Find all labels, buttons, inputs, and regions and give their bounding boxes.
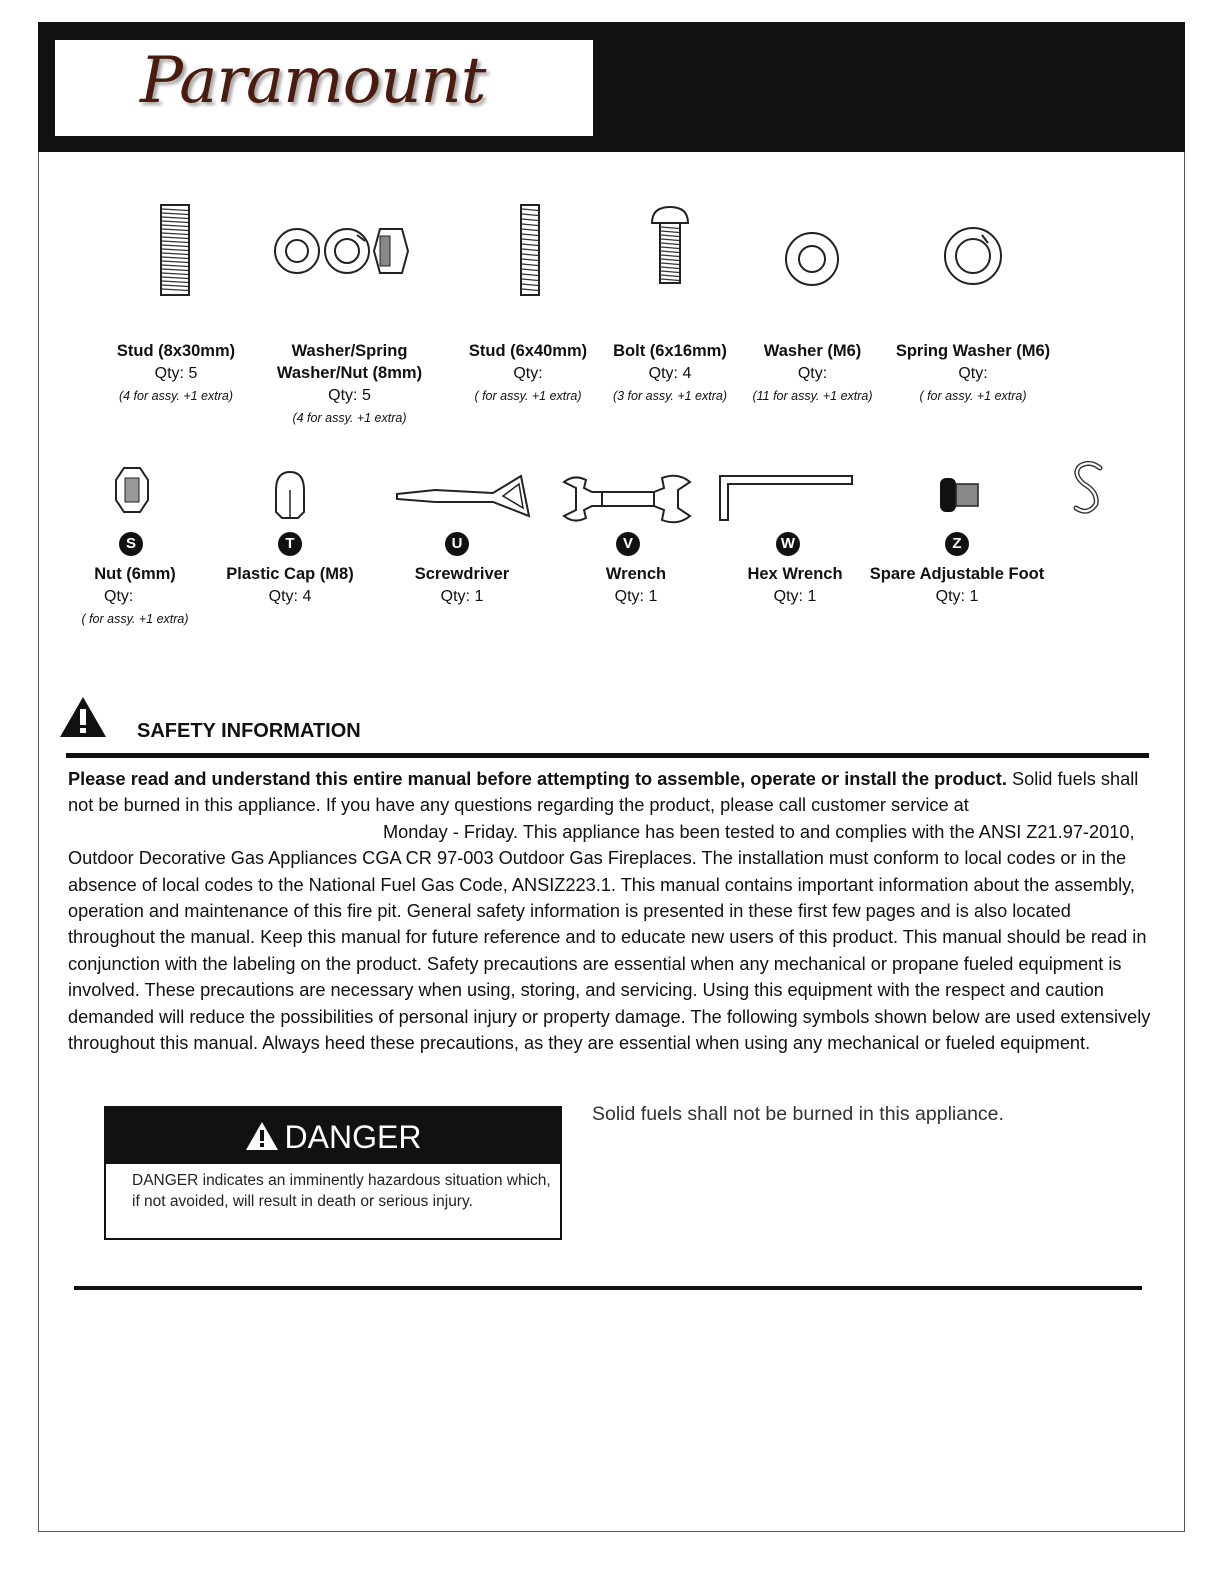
hex-wrench-icon <box>716 472 856 524</box>
part-washer-m6 <box>740 340 885 406</box>
solid-fuel-note: Solid fuels shall not be burned in this appliance. <box>592 1103 1004 1125</box>
part-wrench <box>566 563 706 609</box>
part-spare-adjustable-foot <box>862 563 1052 609</box>
part-letter-badge: T <box>278 532 302 556</box>
part-note: (11 for assy. +1 extra) <box>752 389 873 403</box>
part-name: Stud (6x40mm) <box>468 342 588 360</box>
safety-lead: Please read and understand this entire manual before attempting to assemble, operate or install the product. <box>68 769 1007 789</box>
part-spring-washer-m6 <box>888 340 1058 406</box>
part-hex-wrench <box>720 563 870 609</box>
part-qty: Qty: <box>513 365 543 382</box>
danger-header <box>106 1108 560 1164</box>
part-qty: Qty: <box>958 365 988 382</box>
warning-triangle-icon <box>58 695 108 739</box>
part-qty: Qty: 1 <box>935 588 979 605</box>
spring-washer-icon <box>942 225 1004 287</box>
part-qty: Qty: <box>797 365 828 382</box>
part-name: Stud (8x30mm) <box>116 342 236 360</box>
danger-heading: DANGER <box>284 1119 422 1155</box>
part-bolt-6x16 <box>600 340 740 406</box>
part-qty: Qty: 4 <box>268 588 312 605</box>
warning-triangle-icon <box>245 1121 279 1151</box>
part-qty: Qty: 1 <box>614 588 658 605</box>
safety-body <box>68 766 1153 1056</box>
s-hook-icon <box>1068 458 1112 518</box>
wrench-icon <box>562 474 694 524</box>
part-name: Screwdriver <box>414 565 510 583</box>
part-note: (4 for assy. +1 extra) <box>292 411 407 425</box>
part-letter-badge: W <box>776 532 800 556</box>
part-name: Nut (6mm) <box>94 565 176 583</box>
stud-icon <box>158 203 192 297</box>
part-qty: Qty: 5 <box>154 365 198 382</box>
washer-nut-set-icon <box>272 226 412 276</box>
part-name: Washer/Spring Washer/Nut (8mm) <box>276 342 423 382</box>
bottom-divider <box>74 1286 1142 1290</box>
part-letter-badge: S <box>119 532 143 556</box>
danger-description: DANGER indicates an imminently hazardous situation which, if not avoided, will result in death or serious injury. <box>132 1172 551 1210</box>
part-qty: Qty: 1 <box>773 588 817 605</box>
part-plastic-cap-m8 <box>215 563 365 609</box>
part-qty: Qty: 4 <box>648 365 692 382</box>
part-name: Washer (M6) <box>763 342 862 360</box>
part-stud-8x30 <box>96 340 256 406</box>
part-screwdriver <box>392 563 532 609</box>
washer-icon <box>783 230 841 288</box>
brand-logo: Paramount <box>140 44 486 118</box>
part-stud-6x40 <box>458 340 598 406</box>
nut-icon <box>114 466 150 514</box>
part-name: Spring Washer (M6) <box>895 342 1051 360</box>
part-note: (4 for assy. +1 extra) <box>118 389 234 403</box>
part-nut-6mm <box>60 563 210 629</box>
cap-nut-icon <box>268 470 312 520</box>
part-note: ( for assy. +1 extra) <box>474 389 582 403</box>
part-name: Hex Wrench <box>747 565 843 583</box>
part-letter-badge: Z <box>945 532 969 556</box>
part-note: ( for assy. +1 extra) <box>81 612 189 626</box>
screwdriver-icon <box>395 472 535 522</box>
part-name: Bolt (6x16mm) <box>613 342 727 360</box>
part-qty: Qty: 1 <box>440 588 484 605</box>
part-name: Plastic Cap (M8) <box>226 565 354 583</box>
part-name: Wrench <box>605 565 667 583</box>
danger-box <box>104 1106 562 1240</box>
part-washer-spring-washer-nut <box>262 340 437 428</box>
adjustable-foot-icon <box>938 474 982 516</box>
section-divider <box>66 753 1149 758</box>
part-qty: Qty: <box>104 588 134 605</box>
part-letter-badge: V <box>616 532 640 556</box>
bolt-icon <box>648 205 692 287</box>
part-letter-badge: U <box>445 532 469 556</box>
part-note: (3 for assy. +1 extra) <box>612 389 728 403</box>
part-qty: Qty: 5 <box>328 387 371 404</box>
safety-line1: Solid fuels shall not be burned in this appliance. If you have any questions regarding the product, please call customer service at <box>68 769 1139 816</box>
part-name: Spare Adjustable Foot <box>869 565 1045 583</box>
safety-title: SAFETY INFORMATION <box>137 720 361 742</box>
safety-line2: Monday - Friday. This appliance has been tested to and complies with the ANSI Z21.97-2010, Outdoor Decorative Gas Appliances CGA CR 97-003 Outdoor Gas Fireplaces. The installation must conform to local codes or in the absence of local codes to the National Fuel Gas Code, ANSIZ223.1. This manual contains important information about the assembly, operation and maintenance of this fire pit. General safety information is presented in these first few pages and is also located throughout the manual. Keep this manual for future reference and to educate new users of this product. This manual should be read in conjunction with the labeling on the product. Safety precautions are essential when any mechanical or propane fueled equipment is involved. These precautions are necessary when using, storing, and servicing. Using this equipment with the respect and caution demanded will reduce the possibilities of personal injury or property damage. The following symbols shown below are used extensively throughout this manual. Always heed these precautions, as they are essential when using any mechanical or fueled equipment. <box>68 821 1151 1054</box>
part-note: ( for assy. +1 extra) <box>919 389 1027 403</box>
stud-icon <box>518 203 542 297</box>
logo-box <box>55 40 593 136</box>
